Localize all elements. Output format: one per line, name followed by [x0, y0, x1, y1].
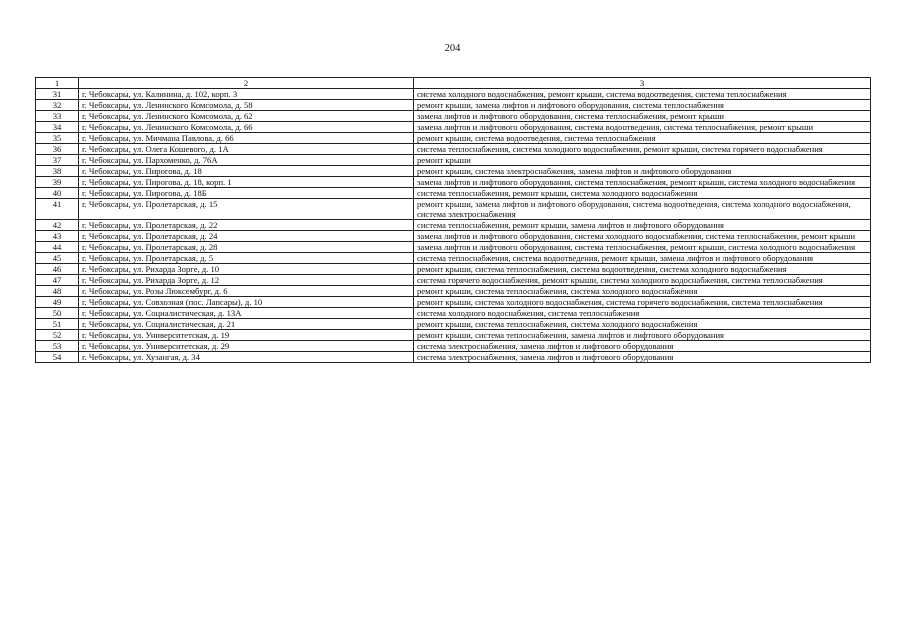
row-works: замена лифтов и лифтового оборудования, система холодного водоснабжения, система теплоснабжения, ремонт крыши [414, 231, 871, 242]
row-number: 53 [36, 341, 79, 352]
table-row [36, 177, 871, 188]
row-works: система теплоснабжения, система холодного водоснабжения, ремонт крыши, система горячего водоснабжения [414, 144, 871, 155]
row-address: г. Чебоксары, ул. Ленинского Комсомола, д. 66 [79, 122, 414, 133]
row-number: 32 [36, 100, 79, 111]
row-works: замена лифтов и лифтового оборудования, система теплоснабжения, ремонт крыши, система холодного водоснабжения [414, 177, 871, 188]
row-address: г. Чебоксары, ул. Пролетарская, д. 24 [79, 231, 414, 242]
row-works: ремонт крыши, система теплоснабжения, система холодного водоснабжения [414, 286, 871, 297]
row-address: г. Чебоксары, ул. Университетская, д. 29 [79, 341, 414, 352]
row-address: г. Чебоксары, ул. Социалистическая, д. 13А [79, 308, 414, 319]
row-works: замена лифтов и лифтового оборудования, система теплоснабжения, ремонт крыши, система холодного водоснабжения [414, 242, 871, 253]
row-address: г. Чебоксары, ул. Рихарда Зорге, д. 10 [79, 264, 414, 275]
row-number: 39 [36, 177, 79, 188]
table-row [36, 155, 871, 166]
row-address: г. Чебоксары, ул. Пирогова, д. 18Б [79, 188, 414, 199]
row-works: система теплоснабжения, ремонт крыши, замена лифтов и лифтового оборудования [414, 220, 871, 231]
table-row [36, 144, 871, 155]
row-works: система холодного водоснабжения, ремонт крыши, система водоотведения, система теплоснабжения [414, 89, 871, 100]
table-row [36, 231, 871, 242]
row-works: ремонт крыши, замена лифтов и лифтового оборудования, система теплоснабжения [414, 100, 871, 111]
row-address: г. Чебоксары, ул. Социалистическая, д. 21 [79, 319, 414, 330]
table-row [36, 199, 871, 220]
row-address: г. Чебоксары, ул. Пролетарская, д. 5 [79, 253, 414, 264]
row-works: ремонт крыши, система водоотведения, система теплоснабжения [414, 133, 871, 144]
column-header-2: 2 [79, 78, 414, 89]
row-number: 52 [36, 330, 79, 341]
row-works: система электроснабжения, замена лифтов и лифтового оборудования [414, 352, 871, 363]
table-row [36, 100, 871, 111]
table-row [36, 319, 871, 330]
row-number: 33 [36, 111, 79, 122]
row-number: 47 [36, 275, 79, 286]
table-row [36, 242, 871, 253]
row-number: 44 [36, 242, 79, 253]
row-number: 43 [36, 231, 79, 242]
table-row [36, 133, 871, 144]
table-row [36, 275, 871, 286]
row-number: 41 [36, 199, 79, 220]
row-works: система горячего водоснабжения, ремонт крыши, система холодного водоснабжения, система теплоснабжения [414, 275, 871, 286]
row-works: ремонт крыши [414, 155, 871, 166]
row-address: г. Чебоксары, ул. Пирогова, д. 18 [79, 166, 414, 177]
row-works: система теплоснабжения, система водоотведения, ремонт крыши, замена лифтов и лифтового оборудования [414, 253, 871, 264]
table-row [36, 111, 871, 122]
row-number: 45 [36, 253, 79, 264]
table-row [36, 264, 871, 275]
row-address: г. Чебоксары, ул. Пролетарская, д. 22 [79, 220, 414, 231]
table-row [36, 220, 871, 231]
row-number: 38 [36, 166, 79, 177]
row-works: система теплоснабжения, ремонт крыши, система холодного водоснабжения [414, 188, 871, 199]
table-row [36, 166, 871, 177]
column-header-3: 3 [414, 78, 871, 89]
row-number: 54 [36, 352, 79, 363]
table-row [36, 308, 871, 319]
row-works: ремонт крыши, замена лифтов и лифтового оборудования, система водоотведения, система холодного водоснабжения, система электроснабжения [414, 199, 871, 220]
row-address: г. Чебоксары, ул. Ленинского Комсомола, д. 58 [79, 100, 414, 111]
table-row [36, 330, 871, 341]
row-number: 50 [36, 308, 79, 319]
row-works: ремонт крыши, система теплоснабжения, система водоотведения, система холодного водоснабжения [414, 264, 871, 275]
table-row [36, 297, 871, 308]
row-address: г. Чебоксары, ул. Пролетарская, д. 28 [79, 242, 414, 253]
row-works: ремонт крыши, система теплоснабжения, замена лифтов и лифтового оборудования [414, 330, 871, 341]
row-number: 48 [36, 286, 79, 297]
row-works: ремонт крыши, система холодного водоснабжения, система горячего водоснабжения, система теплоснабжения [414, 297, 871, 308]
table-row [36, 286, 871, 297]
row-address: г. Чебоксары, ул. Мичмана Павлова, д. 66 [79, 133, 414, 144]
row-works: система холодного водоснабжения, система теплоснабжения [414, 308, 871, 319]
row-address: г. Чебоксары, ул. Олега Кошевого, д. 1А [79, 144, 414, 155]
row-number: 46 [36, 264, 79, 275]
table-row [36, 341, 871, 352]
row-works: замена лифтов и лифтового оборудования, система теплоснабжения, ремонт крыши [414, 111, 871, 122]
table-row [36, 122, 871, 133]
row-address: г. Чебоксары, ул. Розы Люксембург, д. 6 [79, 286, 414, 297]
table-row [36, 352, 871, 363]
table-row [36, 253, 871, 264]
housing-repair-table [35, 77, 871, 363]
row-number: 51 [36, 319, 79, 330]
table-row [36, 188, 871, 199]
row-address: г. Чебоксары, ул. Университетская, д. 19 [79, 330, 414, 341]
row-address: г. Чебоксары, ул. Пролетарская, д. 15 [79, 199, 414, 220]
table-header-row [36, 78, 871, 89]
column-header-1: 1 [36, 78, 79, 89]
row-works: ремонт крыши, система электроснабжения, замена лифтов и лифтового оборудования [414, 166, 871, 177]
row-address: г. Чебоксары, ул. Совхозная (пос. Лапсары), д. 10 [79, 297, 414, 308]
row-works: замена лифтов и лифтового оборудования, система водоотведения, система теплоснабжения, ремонт крыши [414, 122, 871, 133]
row-number: 36 [36, 144, 79, 155]
row-works: ремонт крыши, система теплоснабжения, система холодного водоснабжения [414, 319, 871, 330]
row-number: 49 [36, 297, 79, 308]
row-works: система электроснабжения, замена лифтов и лифтового оборудования [414, 341, 871, 352]
row-number: 34 [36, 122, 79, 133]
row-address: г. Чебоксары, ул. Пирогова, д. 18, корп. 1 [79, 177, 414, 188]
table-row [36, 89, 871, 100]
row-number: 35 [36, 133, 79, 144]
row-number: 40 [36, 188, 79, 199]
row-number: 31 [36, 89, 79, 100]
row-address: г. Чебоксары, ул. Пархоменко, д. 76А [79, 155, 414, 166]
row-address: г. Чебоксары, ул. Калинина, д. 102, корп. 3 [79, 89, 414, 100]
row-address: г. Чебоксары, ул. Рихарда Зорге, д. 12 [79, 275, 414, 286]
row-number: 42 [36, 220, 79, 231]
row-address: г. Чебоксары, ул. Ленинского Комсомола, д. 62 [79, 111, 414, 122]
row-number: 37 [36, 155, 79, 166]
page-number: 204 [444, 43, 461, 54]
row-address: г. Чебоксары, ул. Хузангая, д. 34 [79, 352, 414, 363]
